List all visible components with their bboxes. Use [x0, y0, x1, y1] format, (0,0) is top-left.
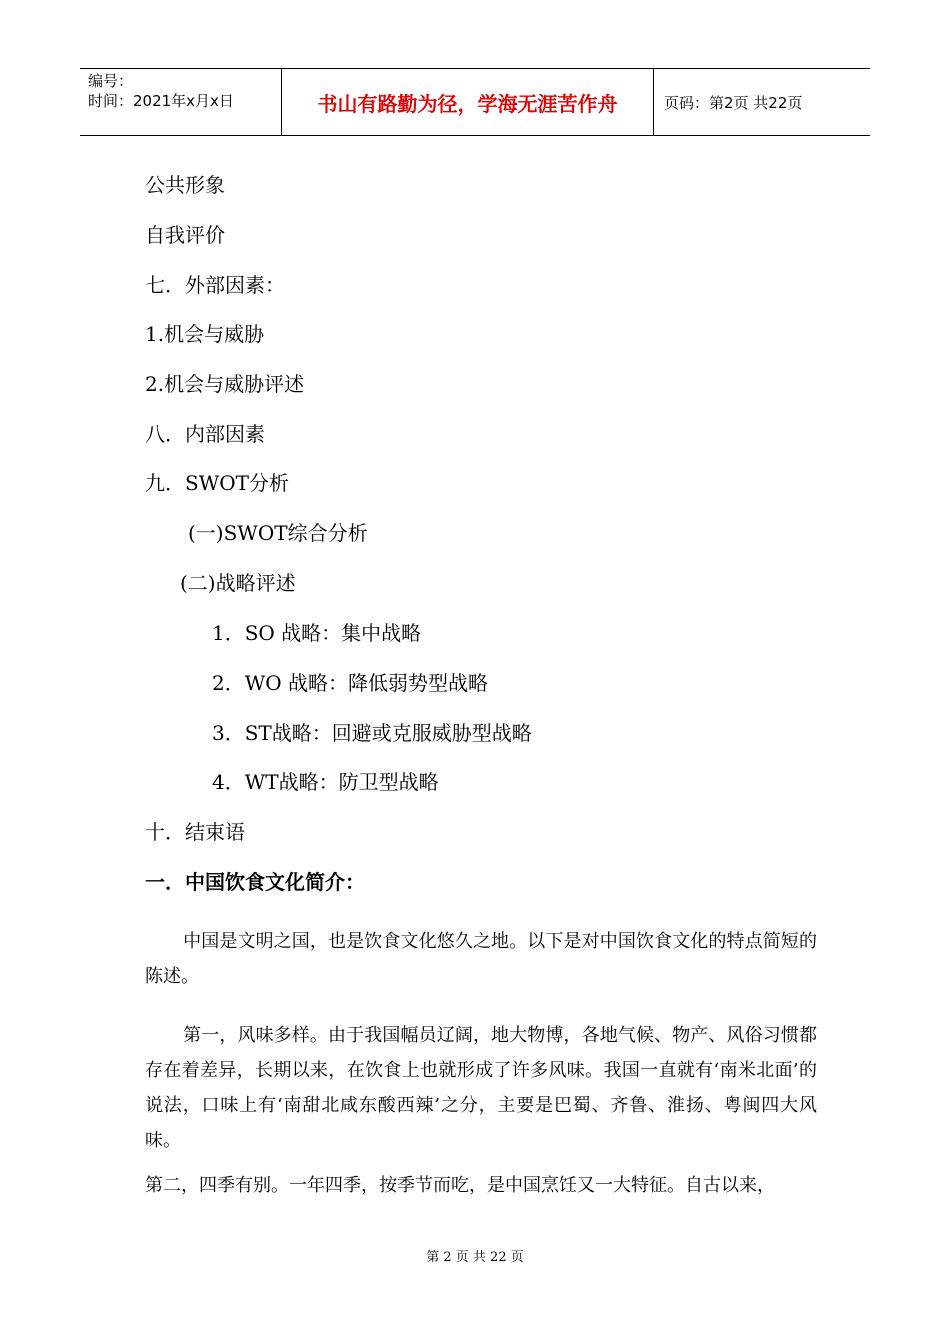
outline-subsubitem: 3．ST战略：回避或克服威胁型战略 — [212, 721, 532, 745]
section-heading: 一．中国饮食文化简介： — [145, 870, 365, 894]
paragraph-text: 第一，风味多样。由于我国幅员辽阔，地大物博，各地气候、物产、风俗习惯都存在着差异，长期以来，在饮食上也就形成了许多风味。我国一直就有‘南米北面’的说法，口味上有‘南甜北咸东酸西辣’之分，主要是巴蜀、齐鲁、淮扬、粤闽四大风味。 — [145, 1025, 817, 1151]
outline-subitem: (一)SWOT综合分析 — [188, 521, 368, 545]
outline-subsubitem: 2．WO 战略：降低弱势型战略 — [212, 671, 489, 695]
page-header — [80, 68, 870, 136]
header-page-info: 页码：第2页 共22页 — [664, 93, 803, 112]
outline-item: 七．外部因素： — [145, 273, 285, 297]
outline-subsubitem: 4．WT战略：防卫型战略 — [212, 770, 439, 794]
outline-item: 自我评价 — [145, 223, 225, 247]
document-date: 时间：2021年x月x日 — [88, 92, 234, 110]
outline-item: 八．内部因素 — [145, 422, 265, 446]
paragraph — [145, 924, 817, 994]
paragraph — [145, 1018, 817, 1158]
outline-item: 公共形象 — [145, 173, 225, 197]
outline-item: 十．结束语 — [145, 820, 245, 844]
paragraph-text: 中国是文明之国，也是饮食文化悠久之地。以下是对中国饮食文化的特点简短的陈述。 — [145, 931, 817, 987]
paragraph — [145, 1168, 817, 1203]
header-motto: 书山有路勤为径，学海无涯苦作舟 — [282, 69, 654, 135]
outline-subitem: (二)战略评述 — [180, 571, 296, 595]
outline-subsubitem: 1．SO 战略：集中战略 — [212, 621, 422, 645]
outline-item: 九．SWOT分析 — [145, 471, 289, 495]
outline-item: 2.机会与威胁评述 — [145, 372, 305, 396]
page-footer: 第 2 页 共 22 页 — [426, 1250, 524, 1265]
header-meta-cell — [80, 69, 282, 135]
outline-item: 1.机会与威胁 — [145, 322, 265, 346]
paragraph-text: 第二，四季有别。一年四季，按季节而吃，是中国烹饪又一大特征。自古以来， — [145, 1175, 775, 1196]
document-number-label: 编号： — [88, 72, 134, 90]
